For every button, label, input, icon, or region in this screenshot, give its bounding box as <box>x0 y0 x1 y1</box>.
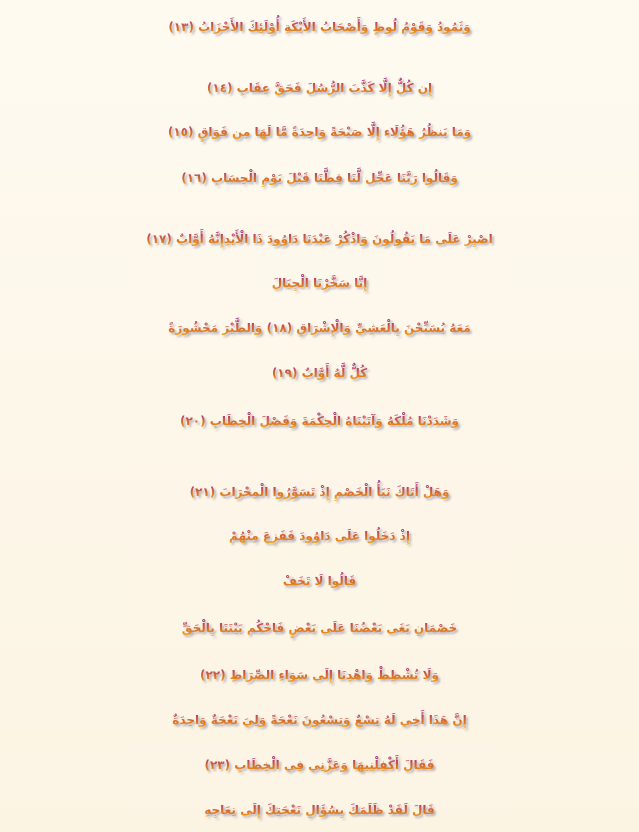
verse-line-6: إِنَّا سَخَّرْنَا الْجِبَالَ <box>0 268 639 298</box>
verse-line-7: مَعَهُ يُسَبِّحْنَ بِالْعَشِيِّ وَالْإِشْرَاقِ (١٨) وَالطَّيْرَ مَحْشُورَةً <box>0 313 639 343</box>
verse-line-17: قَالَ لَقَدْ ظَلَمَكَ بِسُؤَالِ نَعْجَتِكَ إِلَى نِعَاجِهِ <box>0 795 639 825</box>
verse-line-3: وَمَا يَنظُرُ هَؤُلَاء إِلَّا صَيْحَةً وَاحِدَةً مَّا لَهَا مِن فَوَاقٍ (١٥) <box>0 117 639 147</box>
verse-line-12: قَالُوا لَا تَخَفْ <box>0 566 639 596</box>
verse-line-8: كُلٌّ لَّهُ أَوَّابٌ (١٩) <box>0 358 639 388</box>
verse-line-5: اصْبِرْ عَلَى مَا يَقُولُونَ وَاذْكُرْ عَبْدَنَا دَاوُودَ ذَا الْأَيْدِإِنَّهُ أَوَّابٌ (١٧) <box>0 224 639 254</box>
verse-line-13: خَصْمَانِ بَغَى بَعْضُنَا عَلَى بَعْضٍ فَاحْكُم بَيْنَنَا بِالْحَقِّ <box>0 613 639 643</box>
verse-line-9: وَشَدَدْنَا مُلْكَهُ وَآتَيْنَاهُ الْحِكْمَةَ وَفَصْلَ الْخِطَابِ (٢٠) <box>0 406 639 436</box>
verse-line-11: إِذْ دَخَلُوا عَلَى دَاوُودَ فَفَزِعَ مِنْهُمْ <box>0 521 639 551</box>
verse-line-1: وَثَمُودُ وَقَوْمُ لُوطٍ وَأَصْحَابُ الأَيْكَةِ أُوْلَئِكَ الأَحْزَابُ (١٣) <box>0 12 639 42</box>
verse-line-2: إِن كُلٌّ إِلَّا كَذَّبَ الرُّسُلَ فَحَقَّ عِقَابِ (١٤) <box>0 73 639 103</box>
verse-line-15: إِنَّ هَذَا أَخِي لَهُ تِسْعٌ وَتِسْعُونَ نَعْجَةً وَلِيَ نَعْجَةٌ وَاحِدَةٌ <box>0 705 639 735</box>
verse-line-16: فَقَالَ أَكْفِلْنِيهَا وَعَزَّنِي فِي الْخِطَابِ (٢٣) <box>0 750 639 780</box>
verse-line-10: وَهَلْ أَتَاكَ نَبَأُ الْخَصْمِ إِذْ تَسَوَّرُوا الْمِحْرَابَ (٢١) <box>0 477 639 507</box>
verse-line-14: وَلَا تُشْطِطْ وَاهْدِنَا إِلَى سَوَاءِ الصِّرَاطِ (٢٢) <box>0 660 639 690</box>
verse-line-4: وَقَالُوا رَبَّنَا عَجِّل لَّنَا قِطَّنَا قَبْلَ يَوْمِ الْحِسَابِ (١٦) <box>0 163 639 193</box>
